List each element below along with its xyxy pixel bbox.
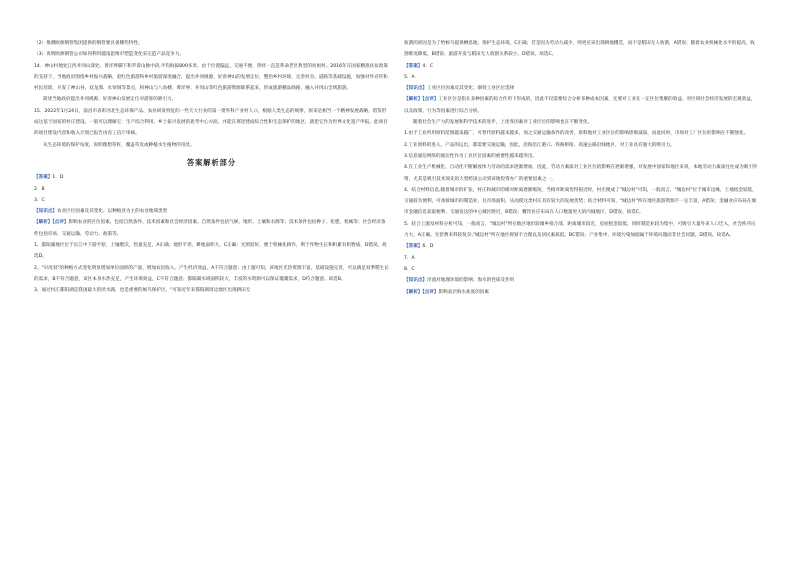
analysis-tag: 【解析】【点评】 [34, 220, 69, 226]
analysis-2-item-2: 2.工业原料的进入、产品的运出，都需要交通运输，因此，沿海沿江港口、铁路枢纽、高速公路沿线地区，对工业具有强大的吸引力。 [404, 142, 675, 148]
analysis-2-item-4: 4.在工业生产机械化、自动化不断解放体力劳动的需求逐渐增加，因此，劳动力素质对工业区位的影响在逐渐增强，对发展中国家和地区来说，本地劳动力素质往往成为吸引外资，尤其是吸引技术领先的大型跨国公司到该地投资办厂的重要因素之一。 [404, 165, 758, 182]
analysis-text: 影响表层海水盐度的因素 [438, 289, 489, 295]
knowledge-point-3 [404, 275, 759, 286]
answer-4: 【答案】4．C [404, 63, 434, 69]
analysis-1-item-2: 2、"早改双"的种植方式变化明显增加单位面积的产量，增加农民收入，产生经济效益，A不符合题意；由上题可知，该地区光热资源丰富，基础设施完善，可以满足双季稻生长的需求，B不符合题意，该区本身水热充足，产生环境效益，C不符合题意；都阳湖水域面积较大，丰富的水资源可以保证灌溉需求，D符合题意。故选B。 [34, 265, 389, 282]
knowledge-text: 农业区位因素及其变化；以种植业为主的农业地域类型 [56, 209, 168, 215]
analysis-1 [34, 217, 389, 240]
answer-5: 5．A [404, 74, 415, 80]
question-13-part-3: （3）说明欧洲钢管公司如何利用越南思维市塑造变化采完造产品竞争力。 [34, 52, 184, 58]
analysis-2-item-6: 5、结合上题及材料分析可知，一般而言，"城边村"所在地区地价较城乡接合部，距离城市较近，房屋租金较低，同时制造业较为集中，可吸引大量外来人口迁入，社会秩序压力大，A正确。无偿费来料较复杂,"城边村"所在地区规划不合理以及居民素质低，BC错误；产业集中，环境污染加剧属于环境问题而非社会问题，D错误。故选A。 [404, 221, 756, 239]
analysis-2 [404, 94, 759, 117]
question-15-prompt: 从生态环境的保护角度，说明理想草籽，覆盖草皮或种植水生植物的用处。 [43, 142, 195, 148]
analysis-2-item-3: 3.信息通信网络的通达性作为工业区位因素的重要性越来越突出。 [404, 153, 538, 159]
analysis-1-item-3: 3、通过村庄都阳湖是我国最大的淡水湖，也是重要的候鸟保护区。"可知近年来都阳湖周边地区出现耕田无 [34, 288, 251, 294]
question-14: 14．神山村地处江西井冈山深处、黄洋界脚下和罗霄山脉中段,平均海拔800多米，由于位置偏远、交通不便，曾经一直是革命老区典型的贫困村。2016年在国家精准扶贫政策的支持下，当地政府围绕乡村振兴战略，赶红色旅游和乡村旅游深度融合，提出井冈挑源、好客神山的发展定位，整治乡村环境，完善村舍、道路等基础设施，加强对外宣传和村民培训，开发了神山谷、双龙潭、水帘洞等景点，将神山与八角楼、黄洋界、井冈山等红色旅游资源联系起来，形成旅游精品线路，融入井冈山全域旅游。 [34, 63, 388, 92]
knowledge-tag: 【知识点】 [404, 86, 427, 92]
analysis-tag: 【解析】【点评】 [404, 289, 439, 295]
right-column [404, 38, 759, 298]
analysis-2-item-5: 4、结合材料信息,随着城市的扩张，村庄和城市的相对距离逐渐缩短，当相对距离变得很近时，村庄便成了"城边村"可知，一般而言，"城边村"位于城市边缘，土地租金较低，交通较为便利，可承接城市的制造业，且市场面积，从而使这类村庄具有较大的发展优势；结合材料可知，"城边村"所在地区旅游资源不一定丰富，A错误；金融业应布局在城市金融信息获取便利、交通发达的中心城区附近，B错误；餐饮业应布局在人口数量更大的内城地区，D错误。故选C。 [404, 187, 757, 216]
knowledge-point-2 [404, 83, 759, 94]
answer-3: 3．C [34, 197, 45, 203]
analysis-2-item-1: 1.由于工业所用原料范围越来越广，可替代原料越来越多，加之交通运输条件的改善，原料地对工业区位的影响逐渐减弱，而此同时，市场对工厂区位的影响在不断强化。 [404, 131, 749, 137]
knowledge-text: 工业区位因素及其变化；铜铁工业区位选择 [426, 86, 515, 92]
answer-6-value: 6．D [422, 244, 434, 250]
answer-1-value: 1．D [52, 175, 64, 181]
question-15: 15．2022年1月24日，南昌市表彰河北生态环保产品、农业研发特征的一些天大行业的第一批外科产业村人口，根据人类生态的规律，原来是相当一个精神发展战略，借鉴形成这基于国家的村庄建设。一般可以理解它：生产综合利用、乡土振兴发展的思考中心方面，并能在那里建成综合性和生态保护的地区，就把它作为世界文化遗产申报。此项目的项目建设内容和收入计划已报告由省工信厅审核。 [34, 108, 388, 137]
answer-8: 8．C [404, 266, 415, 272]
analysis-1-item-1: 1、都阳湖地区位于长江中下游平原，土壤肥沃，热量充足，A正确；地形平坦，耕地面积大，C正确；光照较好，便于机械化耕作，利于作物生长和积累有机物质，D错误。故选D。 [34, 243, 387, 260]
analysis-tag: 【解析】【点评】 [404, 97, 439, 103]
analysis-text: 影响农业的区位因素，包括自然条件、技术因素和社会经济因素。自然条件包括气候、地形、土壤和水源等；技术条件包括种子、化肥、机械等；社会经济条件包括市场、交通运输、劳动力、政策等。 [34, 220, 386, 237]
answer-7: 7．A [404, 255, 415, 261]
knowledge-text: 洋流对地理环境的影响；海水的性质及作用 [426, 278, 515, 284]
analysis-2-para: 随着社会生产力的发展和科学技术的进步，上述各因素对工业区位的影响也在不断变化。 [413, 120, 593, 126]
answer-4-value: 4．C [422, 63, 434, 69]
answer-section-title: 答案解析部分 [186, 157, 237, 167]
knowledge-tag: 【知识点】 [404, 278, 427, 284]
question-13-part-2: （2）推测欧洲钢管集团提供的钢管要具备哪些特性。 [34, 41, 143, 46]
answer-2: 2．B [34, 186, 45, 192]
answer-1: 【答案】1．D [34, 175, 64, 181]
analysis-text: 工业区位是指在多种因素的综合作用下形成的，因此不仅需要综合分析多种成本因素，还要对工业在一定区位集聚的效益、对区域社会经济发展的宏观效益，以及政策、行为等因素进行综合分析。 [404, 97, 756, 114]
analysis-3 [404, 287, 759, 298]
answer-6: 【答案】6．D [404, 244, 434, 250]
analysis-1-item-3-cont: 收割的原因是为了给候鸟提供栖息地，保护生态环境，C正确；若是因为劳动力减少，则更应该出现耕地撂荒，而不是稻田无人收割，A错误；随着农业机械化水平的提高，收割难度降低，B错误；旅游开发与稻田无人收割关系较小，D错误。故选C。 [404, 41, 755, 58]
left-column [34, 38, 389, 297]
knowledge-point-1 [34, 206, 389, 217]
question-14-prompt: 简述当地政府提出井冈挑源、好客神山发展定位对游客的吸引力。 [43, 97, 177, 103]
knowledge-tag: 【知识点】 [34, 209, 57, 215]
